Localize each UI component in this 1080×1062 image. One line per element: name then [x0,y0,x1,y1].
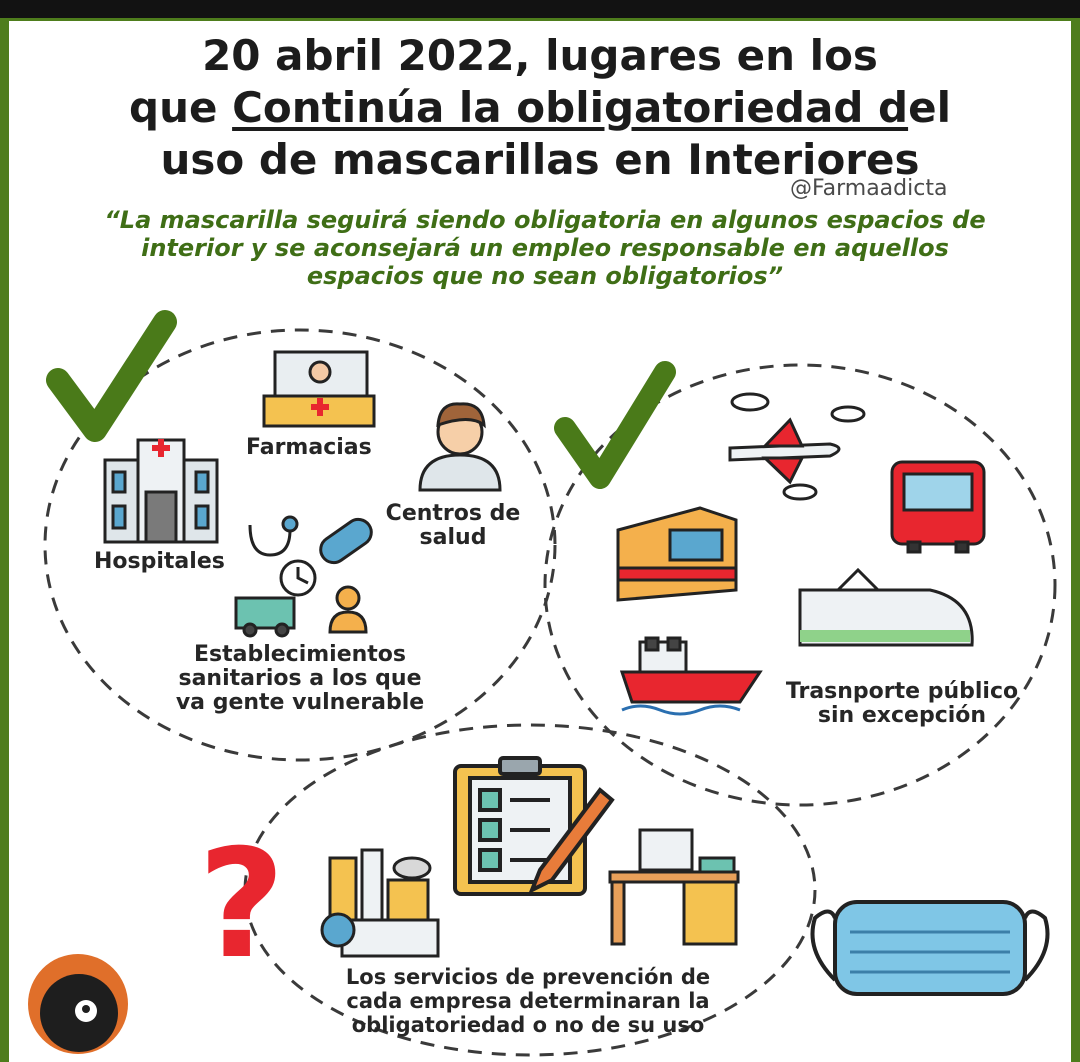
face-mask-icon [813,902,1048,994]
title-line-3: uso de mascarillas en Interiores [160,135,920,184]
train-icon [618,508,736,600]
label-farmacias: Farmacias [246,435,372,460]
quote-line-2: interior y se aconsejará un empleo responsable en aquellos [141,234,949,262]
avatar-inner [40,974,118,1052]
ship-icon [622,638,760,714]
patient-icon [330,587,366,632]
title-line-2-start: que [129,83,233,132]
pharmacy-icon [264,352,374,426]
question-mark-icon: ? [198,818,286,992]
title-line-2-end: el [908,83,951,132]
servicios-line-2: cada empresa determinaran la [346,989,710,1013]
airplane-icon [730,420,839,482]
factory-icon [322,850,438,956]
transporte-line-2: sin excepción [817,703,987,728]
estab-line-1: Establecimientos [193,642,407,667]
avatar-face [75,1000,97,1022]
servicios-line-3: obligatoriedad o no de su uso [351,1013,705,1037]
avatar-icon[interactable] [28,954,128,1054]
checklist-icon [455,758,585,894]
title-line-1: 20 abril 2022, lugares en los [202,31,878,80]
doctor-icon [420,404,500,490]
centros-line-2: salud [419,525,487,550]
label-centros-salud [378,502,528,550]
stethoscope-icon [250,517,297,555]
estab-line-2: sanitarios a los que [178,666,422,691]
label-hospitales: Hospitales [94,549,225,574]
author-handle: @Farmaadicta [790,176,948,201]
quote-line-3: espacios que no sean obligatorios” [306,262,784,290]
label-establecimientos [160,643,440,715]
office-desk-icon [610,830,738,944]
checkmark-icon [58,322,165,430]
estab-line-3: va gente vulnerable [175,690,425,715]
title-underlined: Continúa la obligatoriedad d [232,83,909,132]
checkmark-icon [565,372,665,478]
label-transporte [762,680,1042,728]
pill-icon [316,514,377,567]
centros-line-1: Centros de [385,501,521,526]
bus-icon [892,462,984,552]
quote-line-1: “La mascarilla seguirá siendo obligatoria en algunos espacios de [104,206,986,234]
hospital-icon [105,439,217,542]
clock-icon [281,561,315,595]
servicios-line-1: Los servicios de prevención de [345,965,711,989]
ambulance-icon [236,598,294,636]
high-speed-train-icon [800,570,972,645]
label-servicios-prevencion [318,965,738,1037]
transporte-line-1: Trasnporte público [785,679,1019,704]
